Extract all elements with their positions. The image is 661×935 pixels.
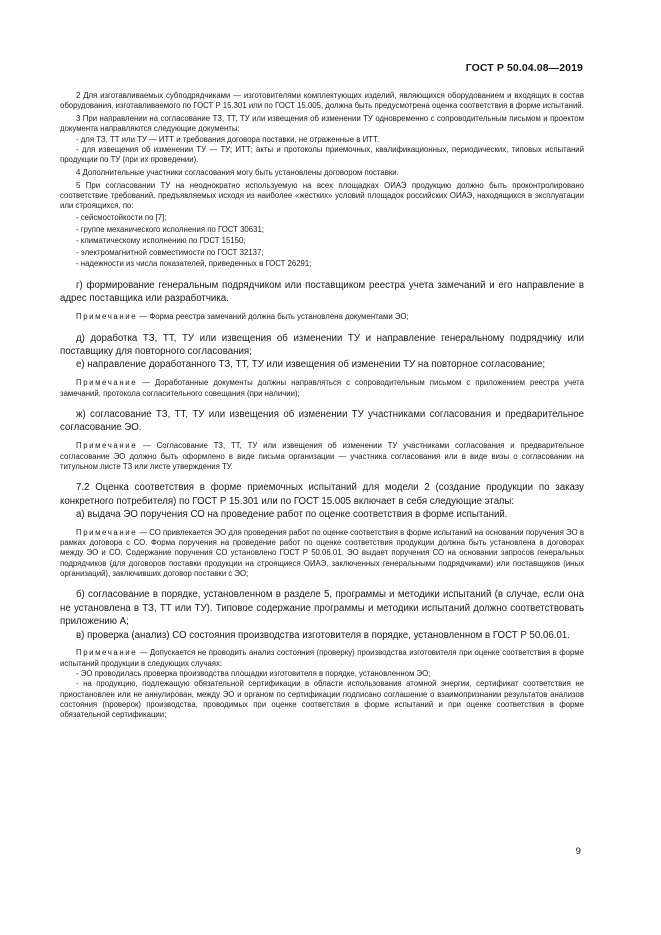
list-item: - сейсмостойкости по [7]; bbox=[76, 213, 167, 223]
note-label: Примечание bbox=[76, 648, 138, 658]
note-item-v bbox=[60, 648, 584, 669]
note-text: — Согласование ТЗ, ТТ, ТУ или извещения об изменении ТУ участниками согласования и предварительное согласование ЭО должно быть оформлено в виде письма организации — участника согласования или в виде визы о согласовании на титульном листе ТЗ или листе утверждения ТУ. bbox=[60, 441, 584, 471]
item-b: б) согласование в порядке, установленном в разделе 5, программы и методики испытаний (в случае, если она не установлена в ТЗ, ТТ или ТУ). Типовое содержание программы и методики испытаний должно соответствовать приложению А; bbox=[60, 589, 584, 628]
note-item-zh bbox=[60, 441, 584, 472]
list-item: - климатическому исполнению по ГОСТ 15150; bbox=[76, 236, 246, 246]
item-zh: ж) согласование ТЗ, ТТ, ТУ или извещения об изменении ТУ участниками согласования и предварительное согласование ЭО. bbox=[60, 408, 584, 434]
note-label: Примечание bbox=[76, 441, 138, 451]
note-label: Примечание bbox=[76, 378, 138, 388]
note-v-item: - ЭО проводилась проверка производства площадки изготовителя в порядке, установленном ЭО; bbox=[76, 669, 431, 679]
note-3-item: - для ТЗ, ТТ или ТУ — ИТТ и требования договора поставки, не отраженные в ИТТ. bbox=[76, 134, 380, 144]
note-item-g bbox=[60, 312, 584, 322]
note-item-e bbox=[60, 378, 584, 399]
note-5-paragraph: 5 При согласовании ТУ на неоднократно используемую на всех площадках ОИАЭ продукцию должно быть проконтролировано соответствие требований, предъявляемых исходя из наиболее «жестких» условий площадок российских ОИАЭ, находящихся в эксплуатации или строящихся, по: bbox=[60, 180, 584, 211]
page-body bbox=[60, 91, 584, 721]
note-text: — Доработанные документы должны направляться с сопроводительным письмом с приложением реестра учета замечаний, протокола согласительного совещания (при наличии); bbox=[60, 378, 584, 398]
list-item: - электромагнитной совместимости по ГОСТ 32137; bbox=[76, 247, 264, 257]
note-item-a bbox=[60, 528, 584, 579]
list-item: - надежности из числа показателей, приведенных в ГОСТ 26291; bbox=[76, 259, 312, 269]
list-item: - группе механического исполнения по ГОСТ 30631; bbox=[76, 224, 264, 234]
document-code-header: ГОСТ Р 50.04.08—2019 bbox=[465, 62, 583, 74]
note-label: Примечание bbox=[76, 312, 138, 322]
item-g: г) формирование генеральным подрядчиком или поставщиком реестра учета замечаний и его направление в адрес поставщика или разработчика. bbox=[60, 280, 584, 305]
note-3-item: - для извещения об изменении ТУ — ТУ; ИТТ; акты и протоколы приемочных, квалификационных, периодических, типовых испытаний продукции по ТУ (при их проведении). bbox=[60, 144, 584, 165]
note-text: — Допускается не проводить анализ состояния (проверку) производства изготовителя при оценке соответствия в форме испытаний продукции в следующих случаях: bbox=[60, 648, 584, 668]
item-d: д) доработка ТЗ, ТТ, ТУ или извещения об изменении ТУ и направление генеральному подрядчику или поставщику для повторного согласования; bbox=[60, 332, 584, 358]
item-e: е) направление доработанного ТЗ, ТТ, ТУ или извещения об изменении ТУ на повторное согласование; bbox=[76, 359, 546, 371]
note-3-paragraph: 3 При направлении на согласование ТЗ, ТТ, ТУ или извещения об изменении ТУ одновременно с сопроводительным письмом и проектом документа направляются следующие документы: bbox=[60, 113, 584, 134]
note-text: — СО привлекается ЭО для проведения работ по оценке соответствия в форме испытаний на основании поручения ЭО в рамках договора с СО. Форма поручения на проведение работ по оценке соответствия продукции должна быть установлена в договорах между ЭО и СО. Содержание поручения СО установлено ГОСТ Р 50.06.01. ЭО выдает поручения СО на основании запросов генеральных подрядчиков (для договоров поставки продукции на строящиеся ОИАЭ, заключенных генеральными подрядчиками) или поставщиков (иных организаций), заключивших договор поставки с ЭО; bbox=[60, 527, 584, 579]
page-number: 9 bbox=[575, 846, 581, 857]
note-v-item: - на продукцию, подлежащую обязательной сертификации в области использования атомной энергии, сертификат соответствия не приостановлен или не аннулирован, между ЭО и органом по сертификации подписано соглашение о взаимопризнании результатов анализов состояния (проверок) производства, проводимых при оценке соответствия в форме испытаний и при оценке соответствия в форме обязательной сертификации; bbox=[60, 679, 584, 720]
section-7-2: 7.2 Оценка соответствия в форме приемочных испытаний для модели 2 (создание продукции по заказу конкретного потребителя) по ГОСТ Р 15.301 или по ГОСТ 15.005 включает в себя следующие этапы: bbox=[60, 482, 584, 507]
note-4-paragraph: 4 Дополнительные участники согласования могу быть установлены договором поставки. bbox=[76, 167, 399, 177]
note-label: Примечание bbox=[76, 527, 138, 537]
note-2-paragraph: 2 Для изготавливаемых субподрядчиками — изготовителями комплектующих изделий, являющихся оборудованием и входящих в состав оборудования, изготавливаемого по ГОСТ Р 15.301 или по ГОСТ 15.005, должна быть предусмотрена оценка соответствия в форме испытаний. bbox=[60, 91, 584, 111]
note-text: — Форма реестра замечаний должна быть установлена документами ЭО; bbox=[137, 312, 409, 322]
requirements-list bbox=[60, 212, 584, 270]
item-v: в) проверка (анализ) СО состояния производства изготовителя в порядке, установленном в ГОСТ Р 50.06.01. bbox=[76, 629, 570, 641]
item-a: а) выдача ЭО поручения СО на проведение работ по оценке соответствия в форме испытаний. bbox=[76, 508, 508, 520]
